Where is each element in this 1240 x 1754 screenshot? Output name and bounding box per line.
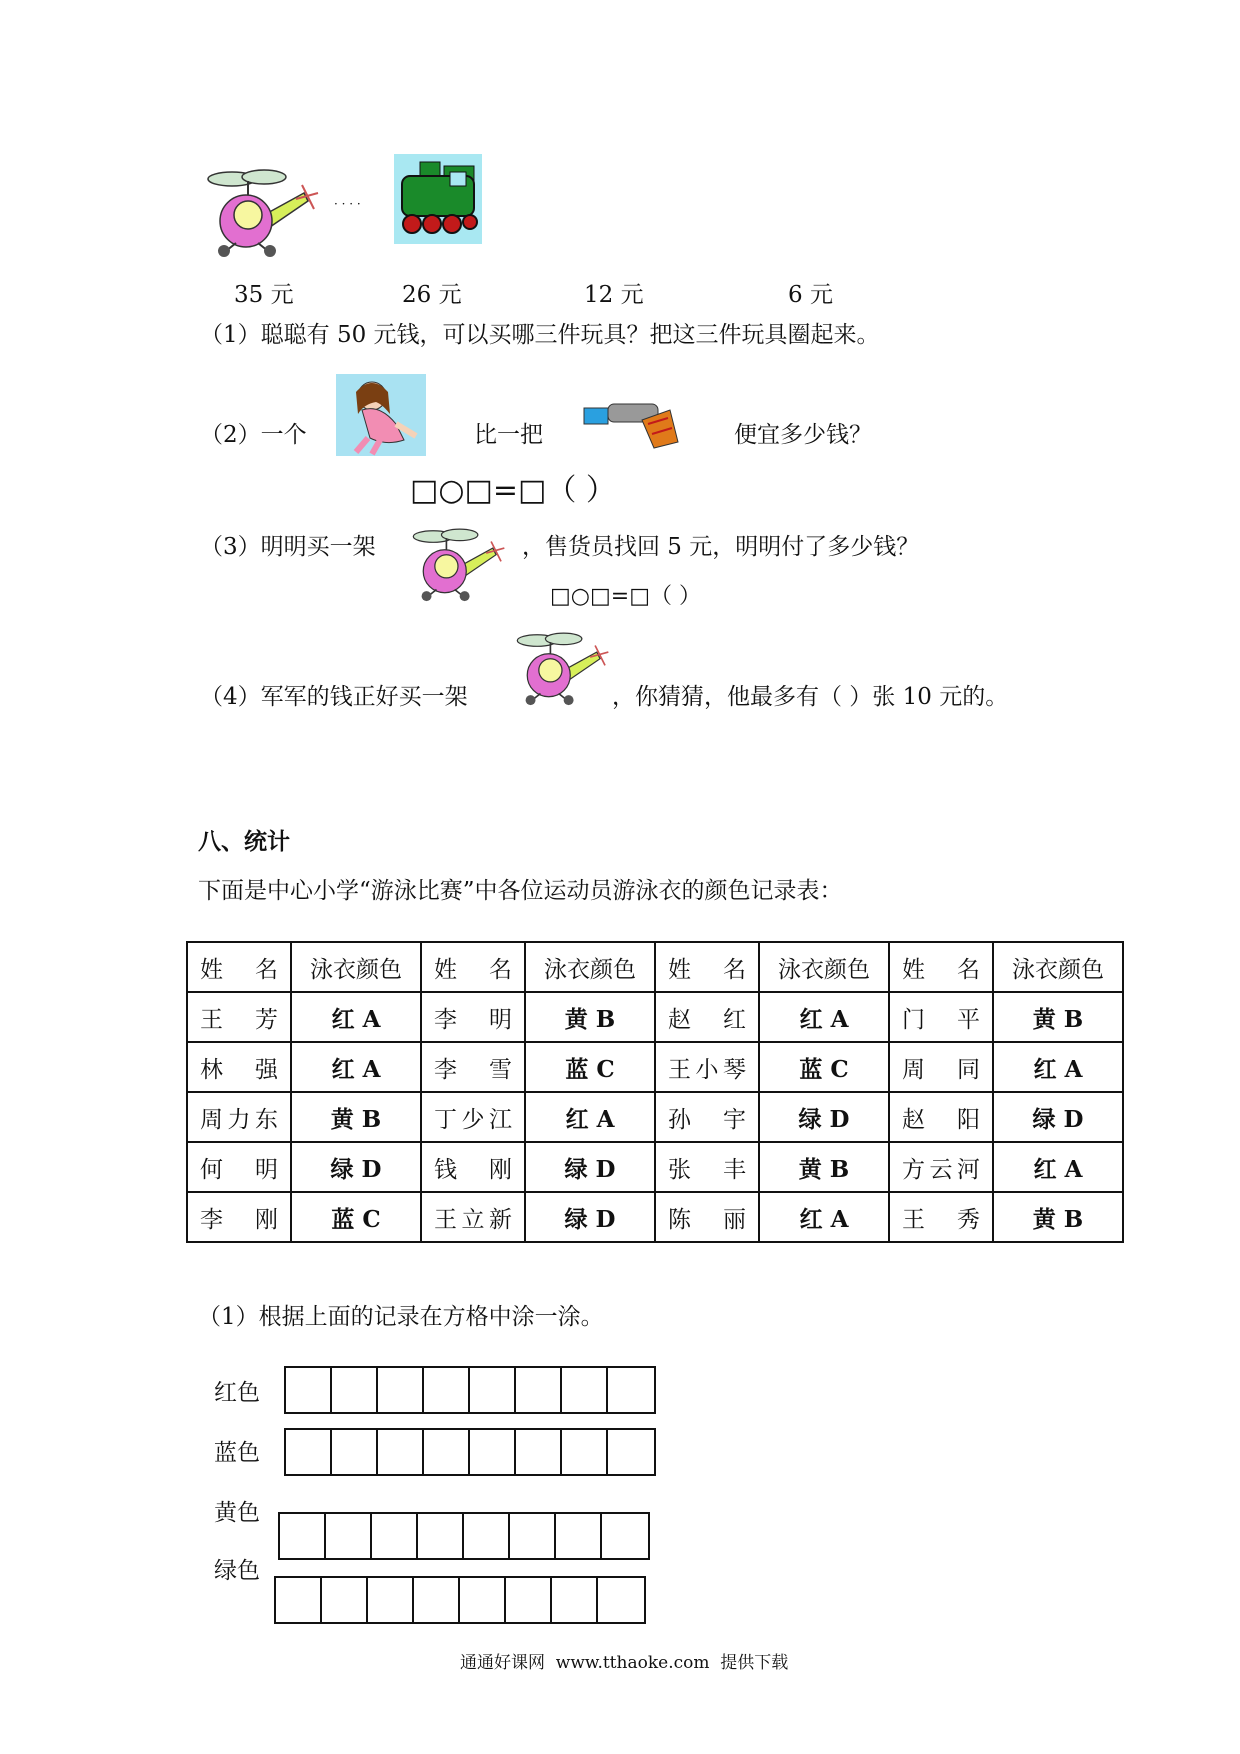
table-cell: 黄 B <box>759 1142 889 1192</box>
table-cell: 黄 B <box>525 992 655 1042</box>
grid-cell[interactable] <box>516 1430 562 1474</box>
table-cell: 林强 <box>187 1042 291 1092</box>
grid-cell[interactable] <box>322 1578 368 1622</box>
table-cell: 蓝 C <box>291 1192 421 1242</box>
table-header-cell: 泳衣颜色 <box>759 942 889 992</box>
table-cell: 王秀 <box>889 1192 993 1242</box>
table-cell: 李明 <box>421 992 525 1042</box>
price-gun: 6 元 <box>788 282 833 308</box>
grid-cell[interactable] <box>276 1578 322 1622</box>
grid-cell[interactable] <box>608 1368 654 1412</box>
question-4-part-b: ，你猜猜，他最多有（ ）张 10 元的。 <box>612 684 1009 710</box>
price-doll: 12 元 <box>584 282 644 308</box>
table-cell: 绿 D <box>759 1092 889 1142</box>
price-train: 26 元 <box>402 282 462 308</box>
grid-cell[interactable] <box>516 1368 562 1412</box>
table-row <box>187 1192 1123 1242</box>
grid-cell[interactable] <box>326 1514 372 1558</box>
grid-cell[interactable] <box>424 1368 470 1412</box>
table-cell: 蓝 C <box>759 1042 889 1092</box>
grid-cell[interactable] <box>556 1514 602 1558</box>
table-cell: 李雪 <box>421 1042 525 1092</box>
grid-cell[interactable] <box>378 1430 424 1474</box>
question-3-part-b: ，售货员找回 5 元，明明付了多少钱？ <box>522 534 920 560</box>
helicopter-image <box>514 626 610 708</box>
table-cell: 黄 B <box>993 992 1123 1042</box>
price-helicopter: 35 元 <box>234 282 294 308</box>
grid-cell[interactable] <box>598 1578 644 1622</box>
table-row <box>187 1042 1123 1092</box>
table-cell: 孙宇 <box>655 1092 759 1142</box>
table-cell: 何明 <box>187 1142 291 1192</box>
table-cell: 绿 D <box>525 1192 655 1242</box>
table-cell: 李刚 <box>187 1192 291 1242</box>
table-cell: 方云河 <box>889 1142 993 1192</box>
table-cell: 张丰 <box>655 1142 759 1192</box>
yellow-tally-grid[interactable] <box>278 1512 650 1560</box>
table-cell: 绿 D <box>291 1142 421 1192</box>
grid-cell[interactable] <box>460 1578 506 1622</box>
grid-cell[interactable] <box>368 1578 414 1622</box>
table-cell: 绿 D <box>525 1142 655 1192</box>
blue-tally-grid[interactable] <box>284 1428 656 1476</box>
grid-cell[interactable] <box>414 1578 460 1622</box>
table-cell: 周同 <box>889 1042 993 1092</box>
table-cell: 黄 B <box>291 1092 421 1142</box>
table-cell: 红 A <box>993 1142 1123 1192</box>
grid-cell[interactable] <box>286 1368 332 1412</box>
question-3-formula: □○□=□（ ） <box>550 584 701 609</box>
grid-cell[interactable] <box>418 1514 464 1558</box>
table-header-row <box>187 942 1123 992</box>
toy-gun-image <box>578 394 682 450</box>
train-image <box>394 154 482 244</box>
table-header-cell: 泳衣颜色 <box>291 942 421 992</box>
helicopter-image <box>204 163 320 259</box>
table-header-cell: 姓名 <box>889 942 993 992</box>
table-cell: 红 A <box>993 1042 1123 1092</box>
question-2-part-c: 便宜多少钱？ <box>734 422 872 448</box>
table-cell: 红 A <box>291 1042 421 1092</box>
grid-cell[interactable] <box>562 1368 608 1412</box>
doll-image <box>336 374 426 456</box>
table-cell: 红 A <box>759 992 889 1042</box>
grid-cell[interactable] <box>332 1430 378 1474</box>
ellipsis-dots: · · · · <box>334 197 361 211</box>
table-row <box>187 1092 1123 1142</box>
table-cell: 赵阳 <box>889 1092 993 1142</box>
helicopter-image <box>410 522 506 604</box>
table-cell: 蓝 C <box>525 1042 655 1092</box>
table-cell: 红 A <box>759 1192 889 1242</box>
grid-cell[interactable] <box>280 1514 326 1558</box>
table-header-cell: 姓名 <box>655 942 759 992</box>
section-8-title: 八、统计 <box>198 828 290 855</box>
table-row <box>187 992 1123 1042</box>
grid-cell[interactable] <box>506 1578 552 1622</box>
question-3-part-a: （3）明明买一架 <box>200 534 376 560</box>
grid-label-red: 红色 <box>214 1380 260 1406</box>
grid-label-yellow: 黄色 <box>214 1500 260 1526</box>
table-header-cell: 泳衣颜色 <box>525 942 655 992</box>
grid-label-green: 绿色 <box>214 1558 260 1584</box>
grid-cell[interactable] <box>424 1430 470 1474</box>
grid-cell[interactable] <box>562 1430 608 1474</box>
table-cell: 红 A <box>291 992 421 1042</box>
table-cell: 赵红 <box>655 992 759 1042</box>
grid-cell[interactable] <box>286 1430 332 1474</box>
page-footer: 通通好课网 www.tthaoke.com 提供下载 <box>460 1653 789 1673</box>
grid-cell[interactable] <box>470 1368 516 1412</box>
table-header-cell: 姓名 <box>421 942 525 992</box>
section-8-intro: 下面是中心小学“游泳比赛”中各位运动员游泳衣的颜色记录表： <box>198 878 843 904</box>
table-cell: 黄 B <box>993 1192 1123 1242</box>
question-2-formula: □○□=□（ ） <box>410 473 616 508</box>
grid-cell[interactable] <box>608 1430 654 1474</box>
question-1: （1）聪聪有 50 元钱，可以买哪三件玩具？把这三件玩具圈起来。 <box>200 322 880 348</box>
table-cell: 丁少江 <box>421 1092 525 1142</box>
table-cell: 红 A <box>525 1092 655 1142</box>
table-cell: 王立新 <box>421 1192 525 1242</box>
grid-cell[interactable] <box>372 1514 418 1558</box>
swimsuit-record-table <box>186 941 1124 1243</box>
grid-cell[interactable] <box>332 1368 378 1412</box>
table-cell: 门平 <box>889 992 993 1042</box>
table-header-cell: 姓名 <box>187 942 291 992</box>
red-tally-grid[interactable] <box>284 1366 656 1414</box>
table-cell: 陈丽 <box>655 1192 759 1242</box>
grid-cell[interactable] <box>552 1578 598 1622</box>
table-cell: 周力东 <box>187 1092 291 1142</box>
green-tally-grid[interactable] <box>274 1576 646 1624</box>
table-cell: 王小琴 <box>655 1042 759 1092</box>
question-2-part-a: （2）一个 <box>200 422 307 448</box>
table-cell: 绿 D <box>993 1092 1123 1142</box>
table-cell: 钱刚 <box>421 1142 525 1192</box>
grid-cell[interactable] <box>378 1368 424 1412</box>
question-4-part-a: （4）军军的钱正好买一架 <box>200 684 468 710</box>
grid-cell[interactable] <box>470 1430 516 1474</box>
table-row <box>187 1142 1123 1192</box>
grid-cell[interactable] <box>464 1514 510 1558</box>
question-2-part-b: 比一把 <box>474 422 543 448</box>
sub-question-1: （1）根据上面的记录在方格中涂一涂。 <box>198 1304 604 1330</box>
table-header-cell: 泳衣颜色 <box>993 942 1123 992</box>
table-cell: 王芳 <box>187 992 291 1042</box>
grid-label-blue: 蓝色 <box>214 1440 260 1466</box>
grid-cell[interactable] <box>510 1514 556 1558</box>
grid-cell[interactable] <box>602 1514 648 1558</box>
